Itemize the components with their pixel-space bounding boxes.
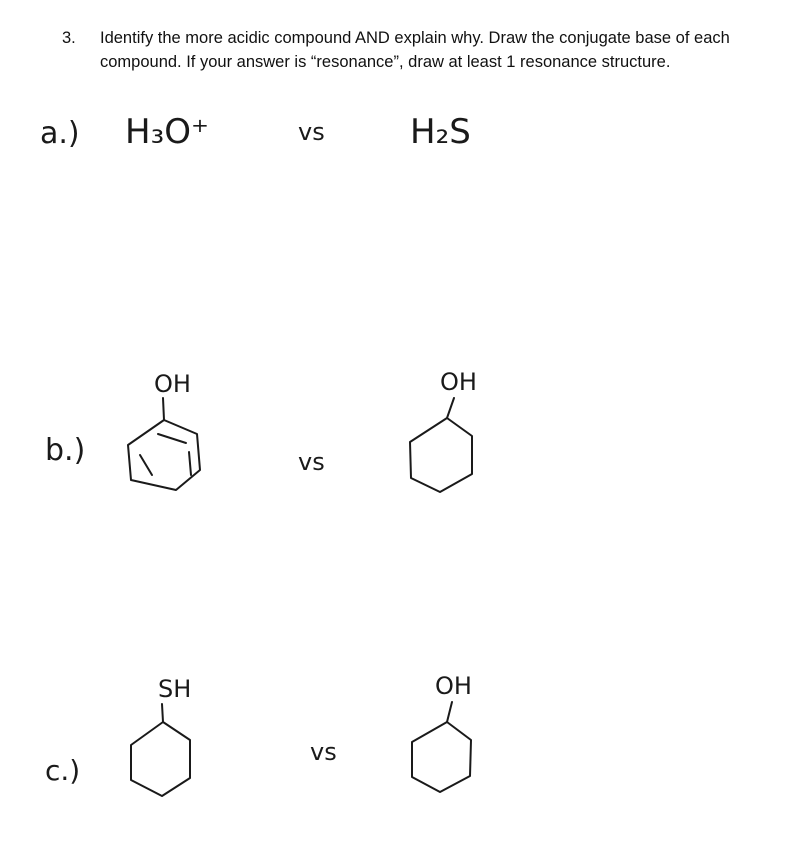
part-b [45,368,477,492]
question-number: 3. [62,29,76,47]
part-c-left-ring [131,722,190,796]
part-a [40,112,471,152]
part-b-left-group: OH [154,370,191,398]
part-a-right-compound: H₂S [410,112,471,152]
part-c [45,672,472,796]
part-b-left-double-bond [158,434,186,443]
part-b-right-bond [447,398,454,418]
part-b-vs: vs [298,448,325,476]
part-c-right-bond [447,702,452,722]
part-b-left-double-bond [189,452,191,475]
part-a-left-compound: H₃O⁺ [125,112,209,152]
part-c-right-ring [412,722,471,792]
part-c-label: c.) [45,754,81,787]
part-b-left-bond [163,398,164,420]
part-c-left-group: SH [158,675,192,703]
part-b-right-group: OH [440,368,477,396]
part-b-left-double-bond [140,455,152,475]
part-b-right-ring [410,418,472,492]
part-c-left-bond [162,704,163,722]
part-a-label: a.) [40,116,80,151]
part-c-vs: vs [310,738,337,766]
part-a-vs: vs [298,118,325,146]
part-c-right-group: OH [435,672,472,700]
part-b-label: b.) [45,433,86,468]
question-text: Identify the more acidic compound AND explain why. Draw the conjugate base of each compound. If your answer is “resonance”, draw at least 1 resonance structure. [100,29,730,71]
